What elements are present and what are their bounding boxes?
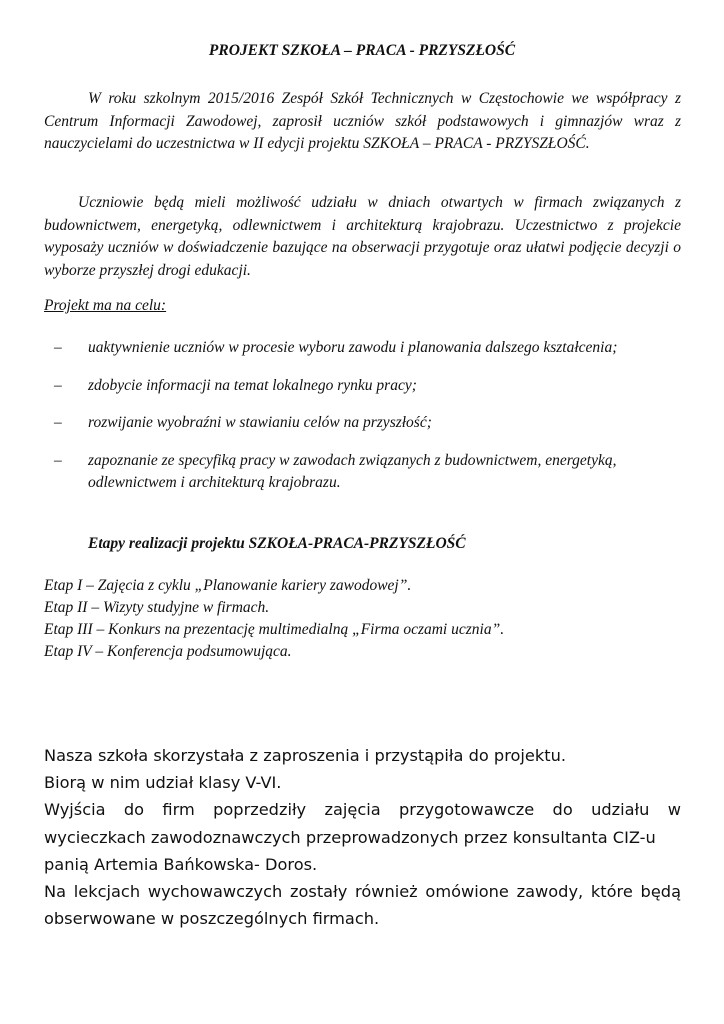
stage-item: Etap II – Wizyty studyjne w firmach. <box>44 599 270 616</box>
stages-heading: Etapy realizacji projektu SZKOŁA-PRACA-PRZYSZŁOŚĆ <box>88 535 466 552</box>
dash-bullet: – <box>54 339 62 356</box>
dash-bullet: – <box>54 376 62 394</box>
stage-item: Etap III – Konkurs na prezentację multimedialną „Firma oczami ucznia”. <box>44 621 505 638</box>
closing-line: Wyjścia do firm poprzedziły zajęcia przygotowawcze do udziału w wycieczkach zawodoznawczych przeprowadzonych przez konsultanta CIZ-u <box>44 800 681 847</box>
closing-line: Nasza szkoła skorzystała z zaproszenia i przystąpiła do projektu. <box>44 746 566 765</box>
document-title: PROJEKT SZKOŁA – PRACA - PRZYSZŁOŚĆ <box>208 42 516 59</box>
stages-list <box>44 575 684 663</box>
goals-list <box>44 337 684 510</box>
goal-text: rozwijanie wyobraźni w stawianiu celów na przyszłość; <box>88 414 432 431</box>
dash-bullet: – <box>54 414 62 431</box>
closing-section <box>44 742 681 932</box>
goal-item <box>44 375 684 398</box>
goal-text: uaktywnienie uczniów w procesie wyboru zawodu i planowania dalszego kształcenia; <box>88 339 618 356</box>
goal-text: zapoznanie ze specyfiką pracy w zawodach związanych z budownictwem, energetyką, odlewnictwem i architekturą krajobrazu. <box>88 451 617 491</box>
closing-line: Na lekcjach wychowawczych zostały również omówione zawody, które będą obserwowane w poszczególnych firmach. <box>44 882 681 929</box>
closing-line: Biorą w nim udział klasy V-VI. <box>44 773 282 793</box>
stage-item: Etap IV – Konferencja podsumowująca. <box>44 643 292 660</box>
goals-heading: Projekt ma na celu: <box>44 297 167 314</box>
stage-item: Etap I – Zajęcia z cyklu „Planowanie kariery zawodowej”. <box>44 577 412 594</box>
goal-text: zdobycie informacji na temat lokalnego rynku pracy; <box>88 376 417 394</box>
goal-item <box>44 450 684 495</box>
goal-item <box>44 337 684 360</box>
goal-item <box>44 412 684 435</box>
dash-bullet: – <box>54 451 62 469</box>
intro-paragraph: W roku szkolnym 2015/2016 Zespół Szkół Technicznych w Częstochowie we współpracy z Centrum Informacji Zawodowej, zaprosił uczniów szkół podstawowych i gimnazjów wraz z nauczycielami do uczestnictwa w II edycji projektu SZKOŁA – PRACA - PRZYSZŁOŚĆ. <box>44 90 681 152</box>
closing-line: panią Artemia Bańkowska- Doros. <box>44 854 318 874</box>
participation-paragraph: Uczniowie będą mieli możliwość udziału w dniach otwartych w firmach związanych z budownictwem, energetyką, odlewnictwem i architekturą krajobrazu. Uczestnictwo z projekcie wyposaży uczniów w doświadczenie bazujące na obserwacji przygotuje oraz ułatwi podjęcie decyzji o wyborze przyszłej drogi edukacji. <box>44 194 681 279</box>
